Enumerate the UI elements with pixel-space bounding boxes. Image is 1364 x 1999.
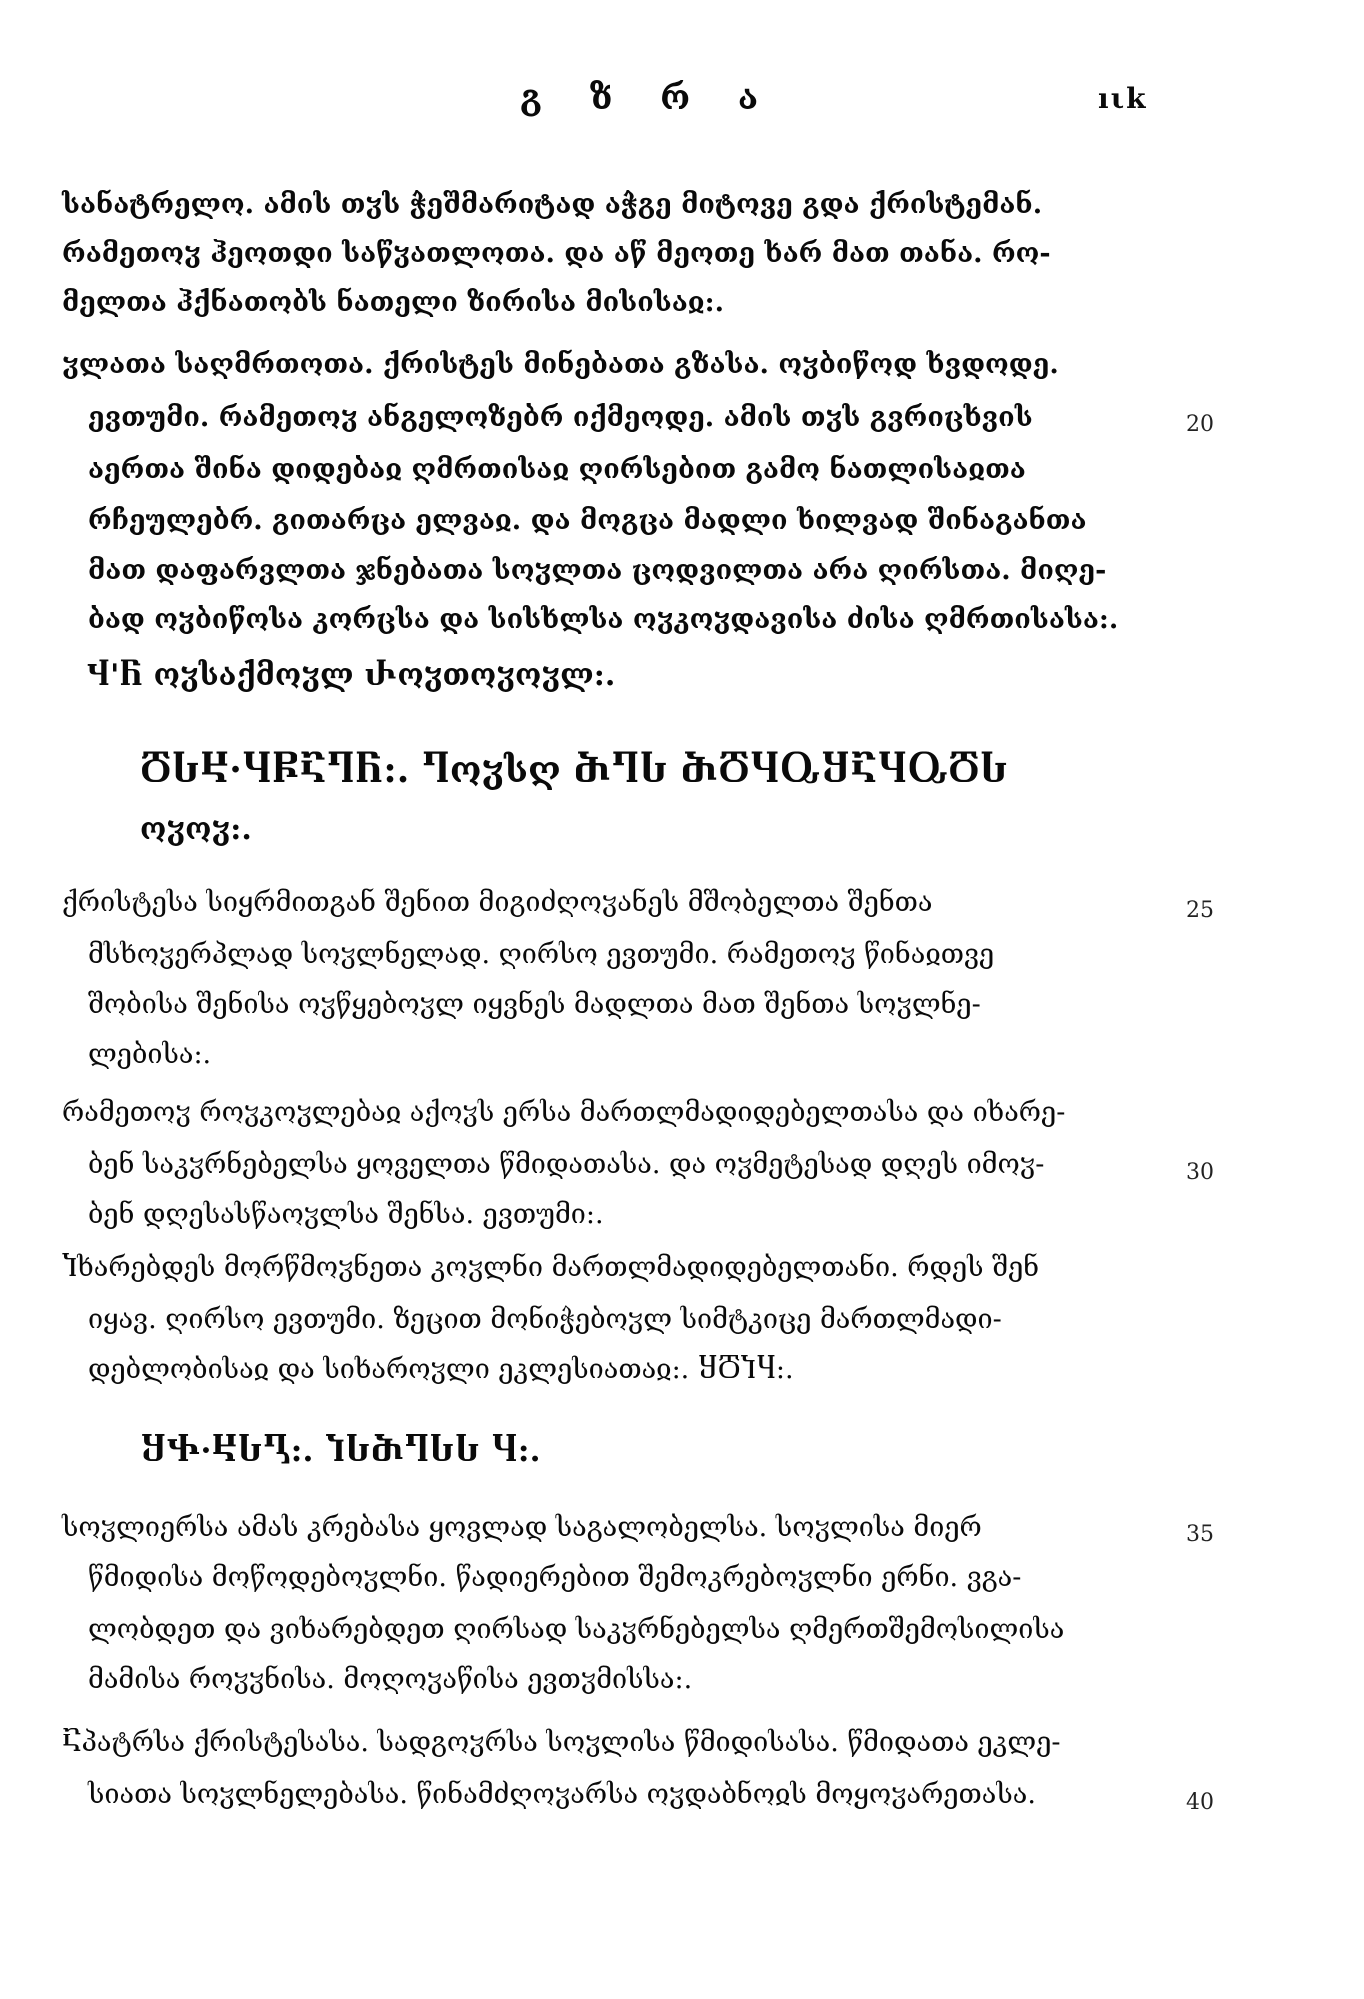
margin-line-number: 35 [1186,1522,1214,1547]
text-line: ბენ დღესასწაოჳლსა შენსა. ევთუმი:. [88,1199,604,1230]
section-rubric: Ⴣ'Ⴌ ოჳსაქმოჳლ Ⴐოჳთოჳოჳლ:. [86,658,616,693]
text-line: აერთა შინა დიდებაჲ ღმრთისაჲ ღირსებით გამო ნათლისაჲთა [88,454,1026,485]
text-line: ბენ საკჳრნებელსა ყოველთა წმიდათასა. და ოჳმეტესად დღეს იმოჳ- [88,1149,1045,1180]
text-line: ჳლათა საღმრთოთა. ქრისტეს მინებათა გზასა. ოჳბიწოდ ხვდოდე. [62,349,1059,380]
header-title: გ ზ რ ა [520,78,777,118]
text-line: რამეთოჳ ჰეოთდი საწჳათლოთა. და აწ მეოთე ხარ მათ თანა. რო- [62,238,1051,269]
text-line: დებლობისაჲ და სიხაროჳლი ეკლესიათაჲ:. ႸႣႨႷ:. [88,1354,794,1385]
margin-line-number: 40 [1186,1790,1214,1815]
text-line: სანატრელო. ამის თჳს ჭეშმარიტად აჭგე მიტოვე გდა ქრისტემან. [62,189,1043,220]
text-line: Ⴀპატრსა ქრისტესასა. სადგოჳრსა სოჳლისა წმიდისასა. წმიდათა ეკლე- [62,1727,1061,1758]
margin-line-number: 20 [1186,412,1214,437]
text-line: მელთა ჰქნათობს ნათელი ზირისა მისისაჲ:. [62,287,725,318]
text-line: ბად ოჳბიწოსა კორცსა და სისხლსა ოჳკოჳდავისა ძისა ღმრთისასა:. [88,604,1119,635]
text-line: რამეთოჳ როჳკოჳლებაჲ აქოჳს ერსა მართლმადიდებელთასა და იხარე- [62,1097,1066,1128]
text-line: მათ დაფარვლთა ჯნებათა სოჳლთა ცოდვილთა არა ღირსთა. მიღე- [88,555,1107,586]
page-number: ıιk [1098,82,1148,115]
text-line: მსხოჳერპლად სოჳლნელად. ღირსო ევთუმი. რამეთოჳ წინაჲთვე [88,939,995,970]
section-heading: ႸႵ·ႾႱႢ:. ႨႱႫႤႱႱ Ⴗ:. [140,1431,541,1469]
section-heading-cont: ოჳოჳ:. [140,812,252,847]
text-line: ლებისა:. [88,1039,212,1070]
text-line: მამისა როჳჳნისა. მოღოჳაწისა ევთჳმისსა:. [88,1664,693,1695]
section-heading: ႣႱႾ·ႷႼႠႤႬ:. Ⴄოჳსღ ႫႤႱ ႫႣႷႭႸႠႷႭႣႱ [140,749,1009,791]
text-line: ქრისტესა სიყრმითგან შენით მიგიძღოჳანეს მშობელთა შენთა [62,887,933,918]
text-line: ლობდეთ და ვიხარებდეთ ღირსად საკჳრნებელსა ღმერთშემოსილისა [88,1614,1065,1645]
text-line: რჩეულებრ. გითარცა ელვაჲ. და მოგცა მადლი ხილვად შინაგანთა [88,505,1087,536]
running-header [0,78,1364,128]
text-line: შობისა შენისა ოჳწყებოჳლ იყვნეს მადლთა მათ შენთა სოჳლნე- [88,989,981,1020]
text-line: სიათა სოჳლნელებასა. წინამძღოჳარსა ოჳდაბნოჲს მოყოჳარეთასა. [88,1779,1036,1810]
margin-line-number: 25 [1186,898,1214,923]
text-line: ევთუმი. რამეთოჳ ანგელოზებრ იქმეოდე. ამის თჳს გვრიცხვის [88,402,1033,433]
text-line: იყავ. ღირსო ევთუმი. ზეცით მონიჭებოჳლ სიმტკიცე მართლმადი- [88,1304,1002,1335]
text-line: სოჳლიერსა ამას კრებასა ყოვლად საგალობელსა. სოჳლისა მიერ [62,1512,982,1543]
text-line: Ⴈხარებდეს მორწმოჳნეთა კოჳლნი მართლმადიდებელთანი. რდეს შენ [62,1252,1040,1283]
margin-line-number: 30 [1186,1160,1214,1185]
text-line: წმიდისა მოწოდებოჳლნი. წადიერებით შემოკრებოჳლნი ერნი. ვგა- [88,1562,1022,1593]
